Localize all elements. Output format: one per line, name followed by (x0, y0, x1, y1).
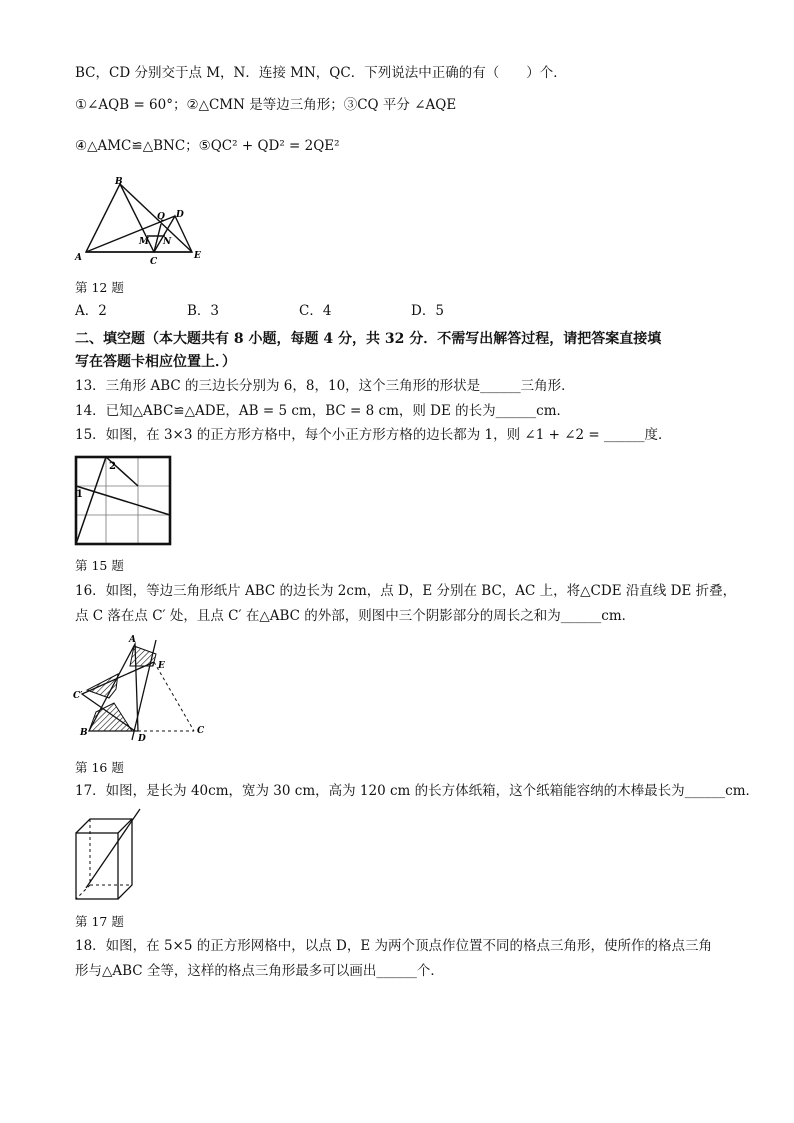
q16-caption: 第 16 题 (75, 760, 124, 775)
q12-label-m: M (139, 237, 149, 247)
q16-label-e: E (158, 661, 165, 671)
q16-label-cprime: C′ (73, 691, 83, 701)
q12-option-c[interactable]: C．4 (299, 303, 332, 319)
q12-option-b[interactable]: B．3 (187, 303, 220, 319)
q12-options (75, 302, 523, 320)
q16-label-d: D (138, 734, 146, 744)
q16-label-b: B (80, 728, 88, 738)
q17-caption: 第 17 题 (75, 914, 124, 929)
q12-statements-line2: ④△AMC≌△BNC；⑤QC² + QD² = 2QE² (75, 138, 340, 154)
q12-label-e: E (194, 251, 201, 261)
q16-figure (72, 632, 212, 744)
q12-statements-line1: ①∠AQB = 60°；②△CMN 是等边三角形；③CQ 平分 ∠AQE (75, 97, 457, 113)
q15-figure (74, 455, 172, 547)
q15-angle1-label: 1 (76, 489, 83, 500)
q16-text-line2: 点 C 落在点 C′ 处，且点 C′ 在△ABC 的外部，则图中三个阴影部分的周长之和为______cm． (75, 608, 636, 624)
q12-label-a: A (75, 253, 82, 263)
q12-option-a[interactable]: A．2 (75, 303, 107, 319)
q12-stem-continuation: BC，CD 分别交于点 M，N．连接 MN，QC．下列说法中正确的有（ ）个． (75, 65, 567, 81)
q16-label-c: C (197, 726, 205, 736)
q13-text: 13．三角形 ABC 的三边长分别为 6，8，10，这个三角形的形状是______三角形． (75, 378, 575, 394)
q12-label-d: D (176, 210, 184, 220)
q14-text: 14．已知△ABC≌△ADE，AB = 5 cm，BC = 8 cm，则 DE 的长为______cm． (75, 403, 570, 419)
q12-option-d[interactable]: D．5 (411, 303, 444, 319)
section2-heading-line1: 二、填空题（本大题共有 8 小题，每题 4 分，共 32 分．不需写出解答过程，请把答案直接填 (75, 331, 662, 347)
section2-heading-line2: 写在答题卡相应位置上．） (75, 354, 236, 370)
q12-label-b: B (115, 177, 123, 187)
q17-text: 17．如图，是长为 40cm，宽为 30 cm，高为 120 cm 的长方体纸箱，这个纸箱能容纳的木棒最长为______cm． (75, 783, 759, 799)
q15-caption: 第 15 题 (75, 558, 124, 573)
q16-label-a: A (129, 635, 136, 645)
q15-angle2-label: 2 (109, 461, 116, 472)
q16-text-line1: 16．如图，等边三角形纸片 ABC 的边长为 2cm，点 D，E 分别在 BC，AC 上，将△CDE 沿直线 DE 折叠， (75, 583, 737, 599)
q15-text: 15．如图，在 3×3 的正方形方格中，每个小正方形方格的边长都为 1，则 ∠1 + ∠2 = ______度． (75, 427, 672, 443)
q12-label-n: N (163, 237, 172, 247)
q12-caption: 第 12 题 (75, 280, 124, 295)
q17-figure (72, 805, 152, 905)
q12-figure (70, 172, 210, 267)
q12-label-c: C (150, 257, 158, 267)
q12-label-q: Q (157, 212, 165, 222)
q18-text-line2: 形与△ABC 全等，这样的格点三角形最多可以画出______个． (75, 963, 444, 979)
q18-text-line1: 18．如图，在 5×5 的正方形网格中，以点 D，E 为两个顶点作位置不同的格点三角形，使所作的格点三角 (75, 938, 713, 954)
